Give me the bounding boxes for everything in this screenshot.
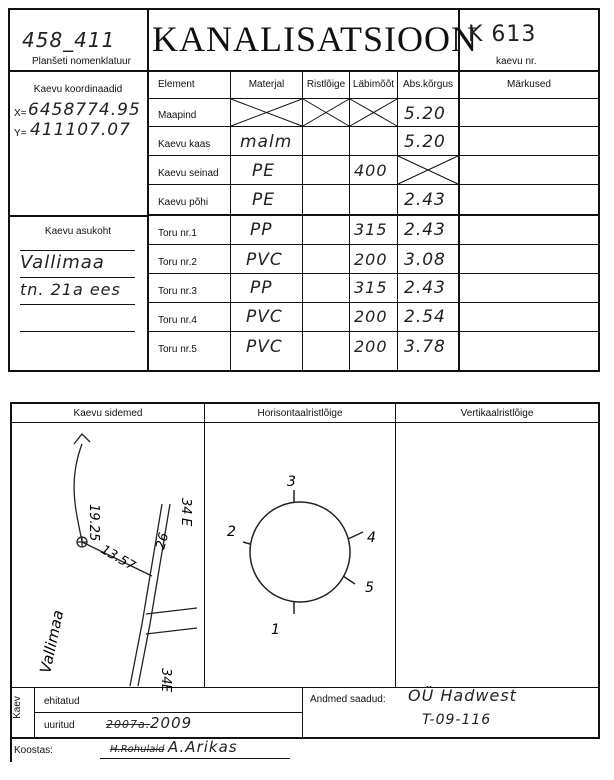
col-header-element: Element [158, 79, 195, 90]
house-number-top: 34 [178, 498, 193, 515]
pipe-number-1: 1 [271, 622, 280, 638]
row-element: Toru nr.1 [158, 228, 197, 239]
location-line1: Vallimaa [20, 252, 105, 273]
row-element: Toru nr.4 [158, 315, 197, 326]
coords-label: Kaevu koordinaadid [33, 84, 123, 95]
row-abs: 2.43 [404, 278, 446, 298]
site-sketch [12, 424, 204, 693]
row-element: Toru nr.3 [158, 286, 197, 297]
row-abs: 5.20 [404, 132, 446, 152]
col-header-abs: Abs.kõrgus [402, 79, 454, 90]
well-number: K 613 [468, 22, 537, 47]
row-material: PP [250, 220, 273, 240]
row-element: Toru nr.5 [158, 344, 197, 355]
street-label: Vallimaa [36, 608, 68, 675]
data-from-label: Andmed saadud: [310, 694, 386, 705]
coord-x-prefix: X= [14, 108, 27, 119]
coord-y-prefix: Y= [14, 128, 27, 139]
row-diameter: 200 [354, 250, 388, 269]
sheet-number: 458_411 [22, 28, 116, 52]
dist-3-label: 26 [153, 531, 173, 552]
data-reference: T-09-116 [422, 712, 492, 728]
sheet-label: Planšeti nomenklatuur [32, 56, 131, 67]
house-suffix-bottom: E [158, 684, 173, 693]
row-material: PE [252, 190, 275, 210]
coord-x-value: 6458774.95 [28, 100, 141, 120]
row-element: Toru nr.2 [158, 257, 197, 268]
row-element: Maapind [158, 110, 197, 121]
compiled-old-name: H.Rohulaid [110, 744, 165, 755]
row-abs: 2.43 [404, 220, 446, 240]
row-material: PVC [246, 250, 283, 270]
row-material: PP [250, 278, 273, 298]
row-abs: 2.54 [404, 307, 446, 327]
dist-2-label: 13.57 [98, 542, 138, 575]
vertical-section-label: Vertikaalristlõige [460, 408, 534, 419]
ties-label: Kaevu sidemed [73, 408, 143, 419]
row-material: PVC [246, 337, 283, 357]
row-diameter: 315 [354, 220, 388, 239]
page-title: KANALISATSIOON [152, 19, 478, 59]
surveyed-label: uuritud [44, 720, 75, 731]
row-diameter: 315 [354, 278, 388, 297]
dist-1-label: 19.25 [86, 504, 101, 542]
row-material: malm [240, 132, 293, 152]
coord-y-value: 411107.07 [30, 120, 131, 140]
pipe-number-3: 3 [287, 474, 296, 490]
horizontal-section-label: Horisontaalristlõige [257, 408, 343, 419]
row-element: Kaevu seinad [158, 168, 219, 179]
cross-marks [0, 0, 614, 380]
pipe-number-2: 2 [227, 524, 236, 540]
col-header-notes: Märkused [507, 79, 551, 90]
surveyed-old-year: 2007a. [106, 718, 151, 731]
col-header-material: Materjal [248, 79, 285, 90]
location-label: Kaevu asukoht [44, 226, 112, 237]
location-line2: tn. 21a ees [20, 280, 121, 299]
compiled-new-name: A.Arikas [168, 738, 238, 756]
built-label: ehitatud [44, 696, 80, 707]
row-abs: 3.78 [404, 337, 446, 357]
row-abs: 5.20 [404, 104, 446, 124]
col-header-section: Ristlõige [306, 79, 346, 90]
row-diameter: 200 [354, 337, 388, 356]
compiled-label: Koostas: [14, 745, 53, 756]
row-abs: 2.43 [404, 190, 446, 210]
horizontal-section-drawing [205, 424, 395, 686]
row-diameter: 200 [354, 307, 388, 326]
data-from-value: OÜ Hadwest [408, 686, 517, 705]
row-material: PVC [246, 307, 283, 327]
surveyed-new-year: 2009 [150, 714, 193, 732]
pipe-number-5: 5 [365, 580, 374, 596]
row-abs: 3.08 [404, 250, 446, 270]
house-suffix-top: E [178, 518, 193, 527]
row-element: Kaevu kaas [158, 139, 211, 150]
row-element: Kaevu põhi [158, 197, 209, 208]
row-diameter: 400 [354, 161, 388, 180]
well-label: kaevu nr. [496, 56, 537, 67]
col-header-diameter: Läbimõõt [352, 79, 395, 90]
pipe-number-4: 4 [367, 530, 376, 546]
row-material: PE [252, 161, 275, 181]
kaev-label: Kaev [11, 696, 23, 719]
house-number-bottom: 34 [158, 668, 173, 685]
